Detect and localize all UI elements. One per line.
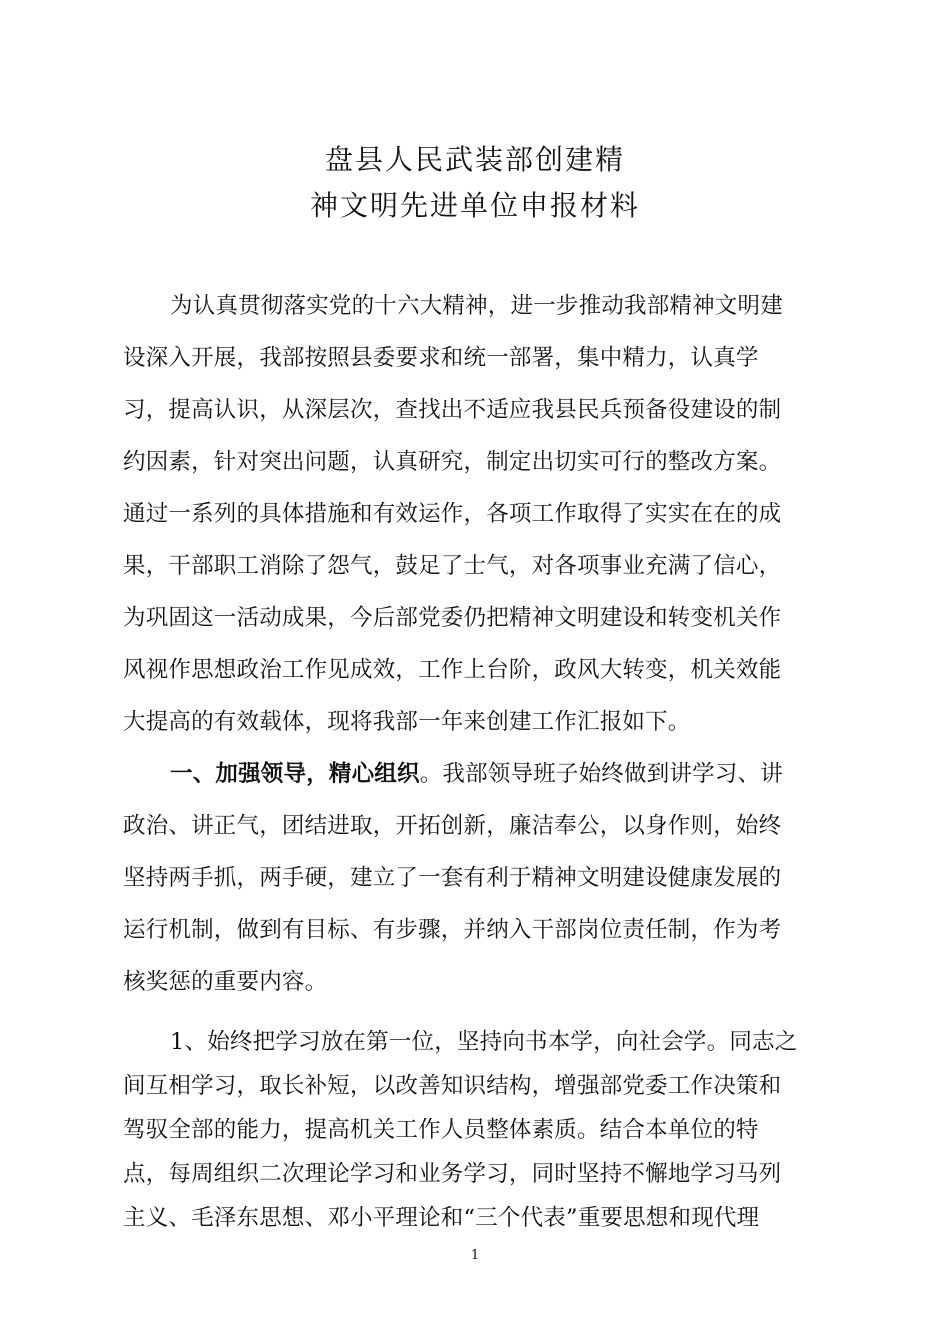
paragraph-1-line: 习，提高认识，从深层次，查找出不适应我县民兵预备役建设的制: [123, 397, 782, 423]
paragraph-3-line: 主义、毛泽东思想、邓小平理论和“三个代表”重要思想和现代理: [123, 1205, 760, 1231]
paragraph-1-line: 约因素，针对突出问题，认真研究，制定出切实可行的整改方案。: [123, 449, 782, 475]
section-1-line: 核奖惩的重要内容。: [123, 969, 328, 995]
paragraph-1-line: 为巩固这一活动成果，今后部党委仍把精神文明建设和转变机关作: [123, 605, 782, 631]
section-1-first-line-text: 。我部领导班子始终做到讲学习、讲: [419, 761, 783, 787]
paragraph-1-line: 为认真贯彻落实党的十六大精神，进一步推动我部精神文明建: [170, 293, 783, 319]
paragraph-3-line: 1、始终把学习放在第一位，坚持向书本学，向社会学。同志之: [170, 1029, 798, 1055]
title-line-1: 盘县人民武装部创建精: [324, 143, 625, 176]
paragraph-1-line: 设深入开展，我部按照县委要求和统一部署，集中精力，认真学: [123, 345, 759, 371]
section-1-heading: 一、加强领导，精心组织: [170, 761, 420, 787]
section-1-line: 坚持两手抓，两手硬，建立了一套有利于精神文明建设健康发展的: [123, 865, 782, 891]
paragraph-1-line: 果，干部职工消除了怨气，鼓足了士气，对各项事业充满了信心，: [123, 553, 782, 579]
paragraph-1-line: 大提高的有效载体，现将我部一年来创建工作汇报如下。: [123, 709, 691, 735]
page-number: 1: [470, 1248, 480, 1263]
section-1-first-line: [170, 756, 880, 788]
paragraph-1-line: 风视作思想政治工作见成效，工作上台阶，政风大转变，机关效能: [123, 657, 782, 683]
paragraph-3-line: 间互相学习，取长补短，以改善知识结构，增强部党委工作决策和: [123, 1073, 782, 1099]
paragraph-3-line: 点，每周组织二次理论学习和业务学习，同时坚持不懈地学习马列: [123, 1161, 782, 1187]
paragraph-1-line: 通过一系列的具体措施和有效运作，各项工作取得了实实在在的成: [123, 501, 782, 527]
section-1-line: 运行机制，做到有目标、有步骤，并纳入干部岗位责任制，作为考: [123, 917, 782, 943]
section-1-line: 政治、讲正气，团结进取，开拓创新，廉洁奉公，以身作则，始终: [123, 813, 782, 839]
paragraph-3-line: 驾驭全部的能力，提高机关工作人员整体素质。结合本单位的特: [123, 1117, 759, 1143]
title-line-2: 神文明先进单位申报材料: [309, 189, 640, 222]
